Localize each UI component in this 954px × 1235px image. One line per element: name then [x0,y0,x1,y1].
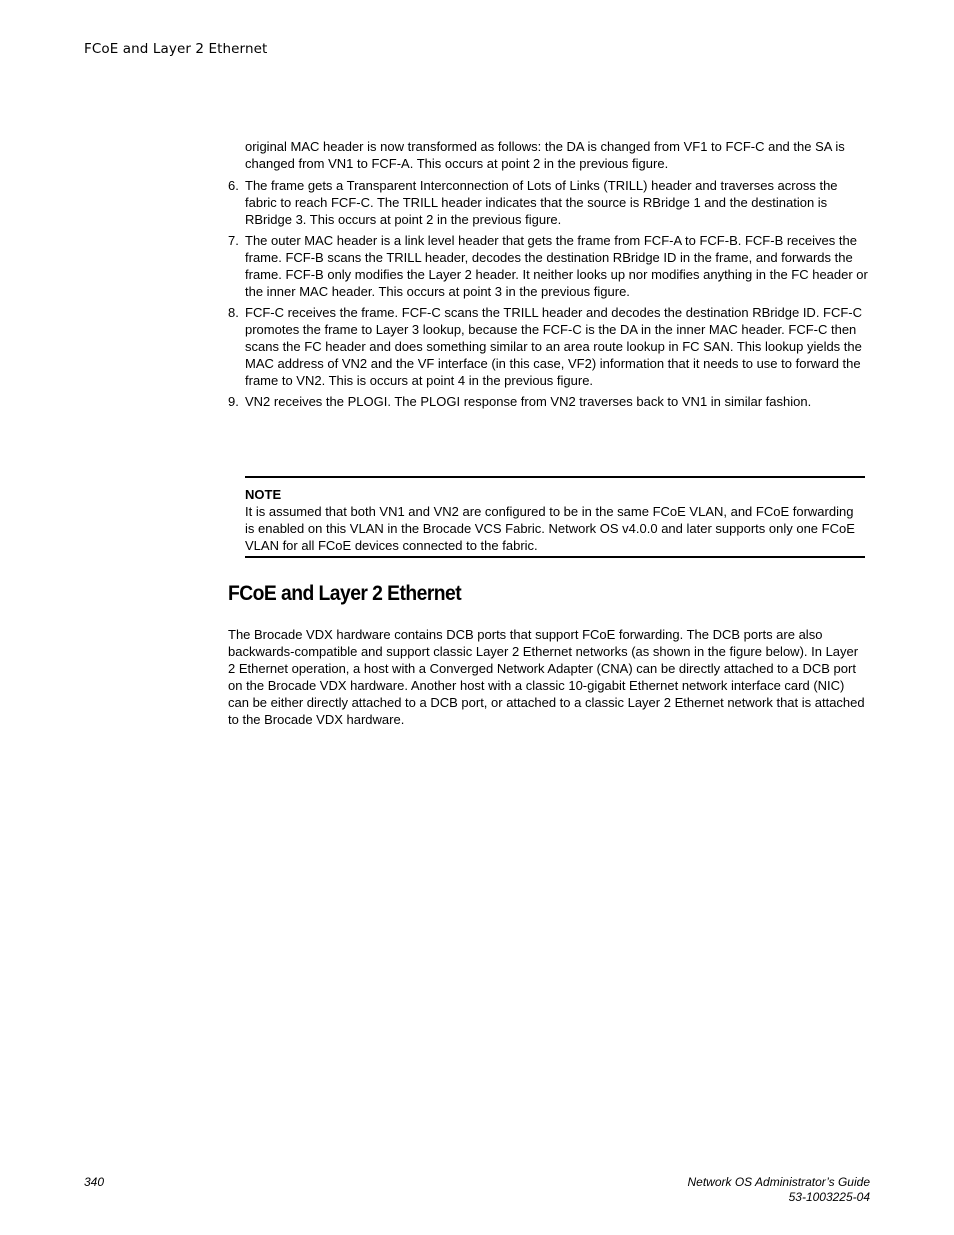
note-text: It is assumed that both VN1 and VN2 are configured to be in the same FCoE VLAN, and FCoE forwarding is enabled on this VLAN in the Brocade VCS Fabric. Network OS v4.0.0 and later supports only one FCoE VLAN for all FCoE devices connected to the fabric. [245,504,855,553]
step-text: The frame gets a Transparent Interconnection of Lots of Links (TRILL) header and traverses across the fabric to reach FCF-C. The TRILL header indicates that the source is RBridge 1 and the destination is RBridge 3. This occurs at point 2 in the previous figure. [245,178,838,227]
page-number: 340 [84,1175,105,1189]
running-header: FCoE and Layer 2 Ethernet [84,41,268,57]
list-item [228,304,868,389]
note-box [245,476,865,558]
step-number: 8. [228,305,239,320]
list-item [228,232,868,300]
note-label: NOTE [245,487,282,502]
step-number: 6. [228,178,239,193]
footer-doc-info [687,1175,870,1205]
step-text: FCF-C receives the frame. FCF-C scans the TRILL header and decodes the destination RBridge ID. FCF-C promotes the frame to Layer 3 lookup, because the FCF-C is the DA in the inner MAC header. FCF-C then scans the FC header and does something similar to an area route lookup in FC SAN. This lookup yields the MAC address of VN2 and the VF interface (in this case, VF2) information that it needs to use to forward the frame to VN2. This is occurs at point 4 in the previous figure. [245,305,863,388]
procedure-steps [228,177,868,414]
list-item [228,393,868,410]
step-text: VN2 receives the PLOGI. The PLOGI response from VN2 traverses back to VN1 in similar fashion. [245,394,812,409]
section-paragraph: The Brocade VDX hardware contains DCB ports that support FCoE forwarding. The DCB ports are also backwards-compatible and support classic Layer 2 Ethernet networks (as shown in the figure below). In Layer 2 Ethernet operation, a host with a Converged Network Adapter (CNA) can be directly attached to a DCB port on the Brocade VDX hardware. Another host with a classic 10-gigabit Ethernet network interface card (NIC) can be either directly attached to a DCB port, or attached to a classic Layer 2 Ethernet network that is attached to the Brocade VDX hardware. [228,627,865,727]
list-item [228,177,868,228]
document-number: 53-1003225-04 [788,1190,870,1204]
section-heading: FCoE and Layer 2 Ethernet [228,582,462,605]
step-continuation-text: original MAC header is now transformed as follows: the DA is changed from VF1 to FCF-C and the SA is changed from VN1 to FCF-A. This occurs at point 2 in the previous figure. [245,139,845,171]
step-text: The outer MAC header is a link level header that gets the frame from FCF-A to FCF-B. FCF-B receives the frame. FCF-B scans the TRILL header, decodes the destination RBridge ID in the frame, and forwards the frame. FCF-B only modifies the Layer 2 header. It neither looks up nor modifies anything in the FC header or the inner MAC header. This occurs at point 3 in the previous figure. [245,233,868,299]
step-number: 7. [228,233,239,248]
step-number: 9. [228,394,239,409]
guide-title: Network OS Administrator’s Guide [687,1175,870,1189]
